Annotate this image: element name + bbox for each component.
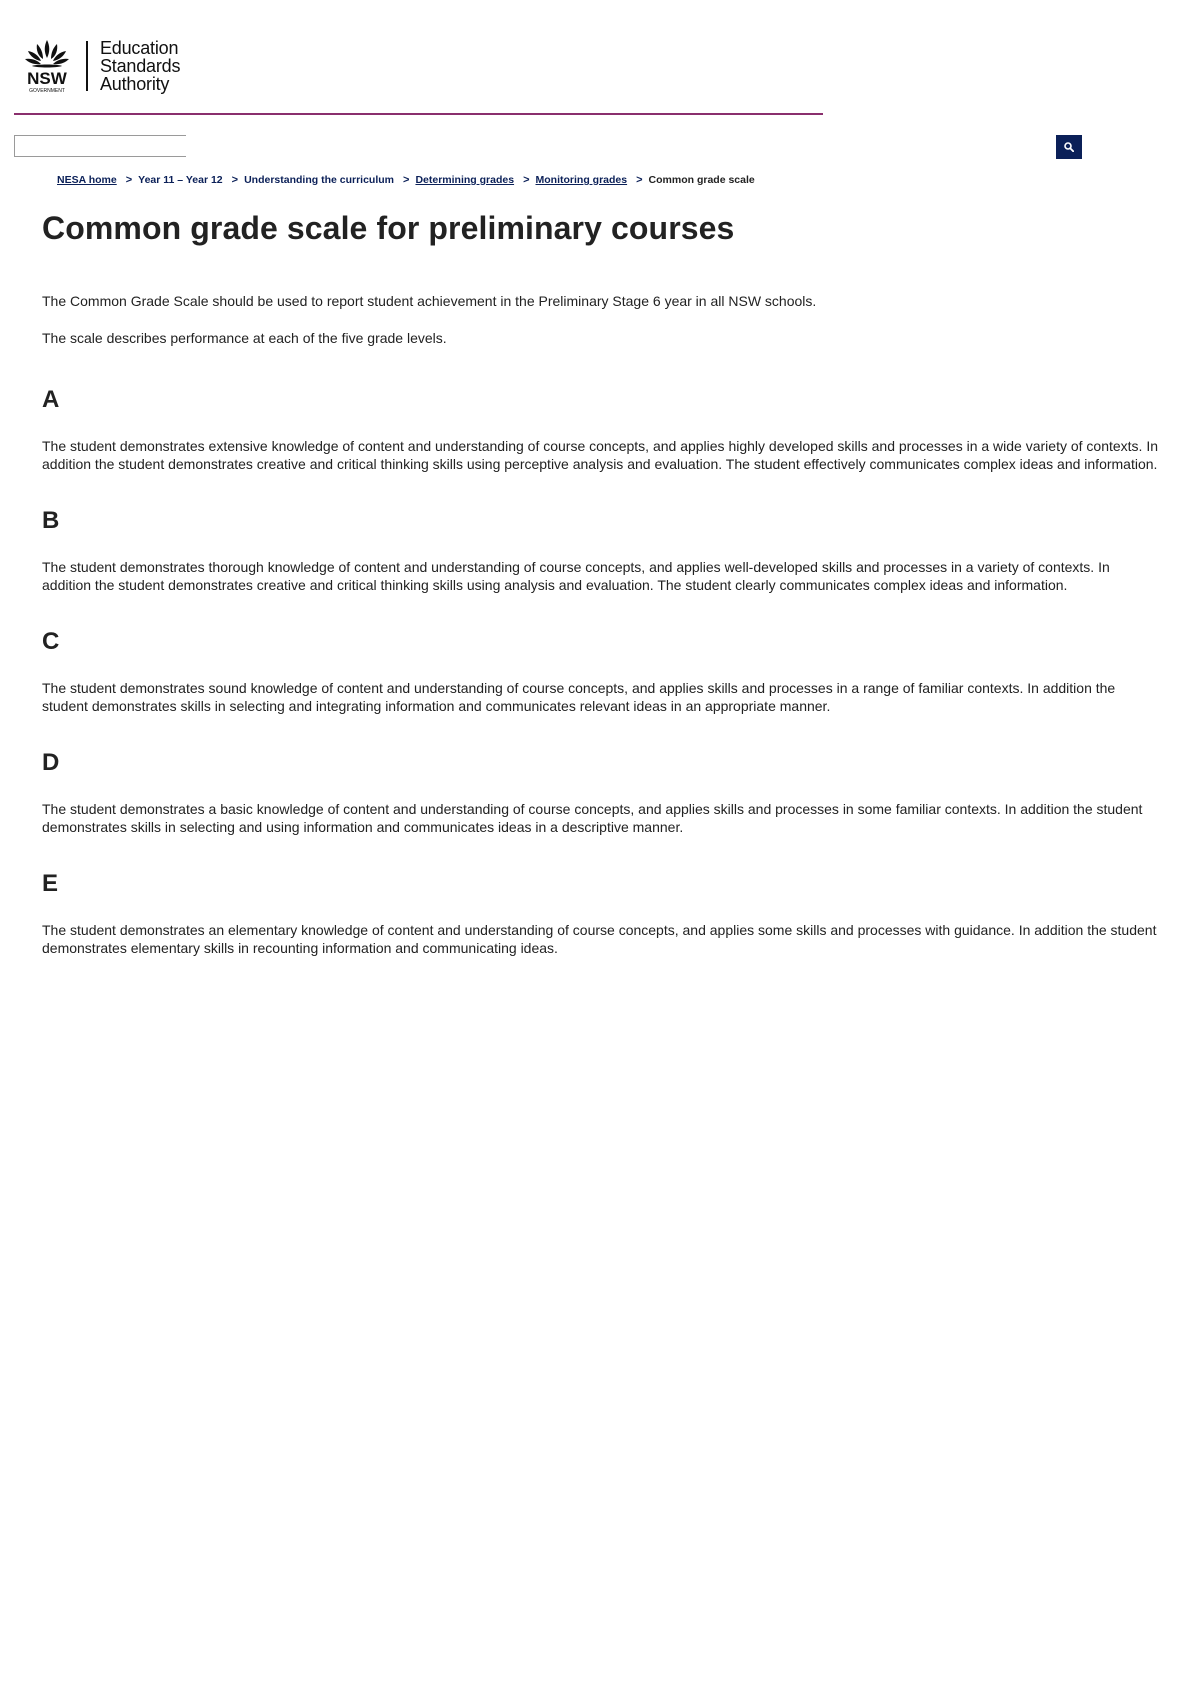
intro-paragraph: The Common Grade Scale should be used to report student achievement in the Preliminary Stage 6 year in all NSW schools. [42,293,817,309]
grade-description: The student demonstrates thorough knowledge of content and understanding of course concepts, and applies well-developed skills and processes in a variety of contexts. In addition the student demonstrates creative and critical thinking skills using analysis and evaluation. The student clearly communicates complex ideas and information. [42,559,1110,593]
grade-description: The student demonstrates a basic knowledge of content and understanding of course concepts, and applies skills and processes in some familiar contexts. In addition the student demonstrates skills in selecting and using information and communicates ideas in a descriptive manner. [42,801,1143,835]
breadcrumb-item-understanding-curriculum[interactable]: Understanding the curriculum [244,174,395,186]
grade-heading: A [42,386,60,413]
search-button[interactable] [1056,135,1082,159]
breadcrumb-separator: > [403,174,410,186]
grade-section-a [42,385,1162,473]
grade-list [42,385,1162,957]
breadcrumb-current-page: Common grade scale [648,174,755,186]
breadcrumb-link-nesa-home[interactable]: NESA home [57,174,117,186]
grade-description: The student demonstrates extensive knowledge of content and understanding of course concepts, and applies highly developed skills and processes in a wide variety of contexts. In addition the student demonstrates creative and critical thinking skills using perceptive analysis and evaluation. The student effectively communicates complex ideas and information. [42,438,1159,472]
grade-description: The student demonstrates an elementary knowledge of content and understanding of course concepts, and applies some skills and processes with guidance. In addition the student demonstrates elementary skills in recounting information and communicating ideas. [42,922,1157,956]
breadcrumb-link-monitoring-grades[interactable]: Monitoring grades [535,174,628,186]
grade-heading: C [42,628,60,655]
breadcrumb-separator: > [636,174,643,186]
intro-section [42,291,1162,365]
logo-line-education: Education [100,38,179,58]
search-input[interactable] [14,135,186,157]
intro-paragraph: The scale describes performance at each of the five grade levels. [42,330,447,346]
grade-section-d [42,748,1162,836]
nsw-waratah-logo-icon [22,38,72,94]
grade-section-e [42,869,1162,957]
breadcrumb-separator: > [231,174,239,186]
logo-divider [86,41,88,91]
search-icon [1064,140,1074,155]
header-divider [14,113,823,115]
grade-section-c [42,627,1162,715]
page-title: Common grade scale for preliminary courses [42,210,735,246]
grade-section-b [42,506,1162,594]
breadcrumb-separator: > [523,174,530,186]
grade-heading: E [42,870,59,897]
grade-heading: D [42,749,60,776]
breadcrumb-separator: > [125,174,133,186]
logo-line-authority: Authority [100,74,170,94]
logo-nsw-text: NSW [27,69,67,88]
logo-line-standards: Standards [100,56,181,76]
breadcrumb-link-determining-grades[interactable]: Determining grades [415,174,515,186]
grade-description: The student demonstrates sound knowledge of content and understanding of course concepts, and applies skills and processes in a range of familiar contexts. In addition the student demonstrates skills in selecting and integrating information and communicates relevant ideas in an appropriate manner. [42,680,1116,714]
logo-government-text: GOVERNMENT [29,88,65,94]
breadcrumb [57,174,755,186]
nesa-logo[interactable] [22,36,180,96]
grade-heading: B [42,507,60,534]
logo-wordmark [100,39,180,93]
breadcrumb-item-year-11-12[interactable]: Year 11 – Year 12 [138,174,223,186]
